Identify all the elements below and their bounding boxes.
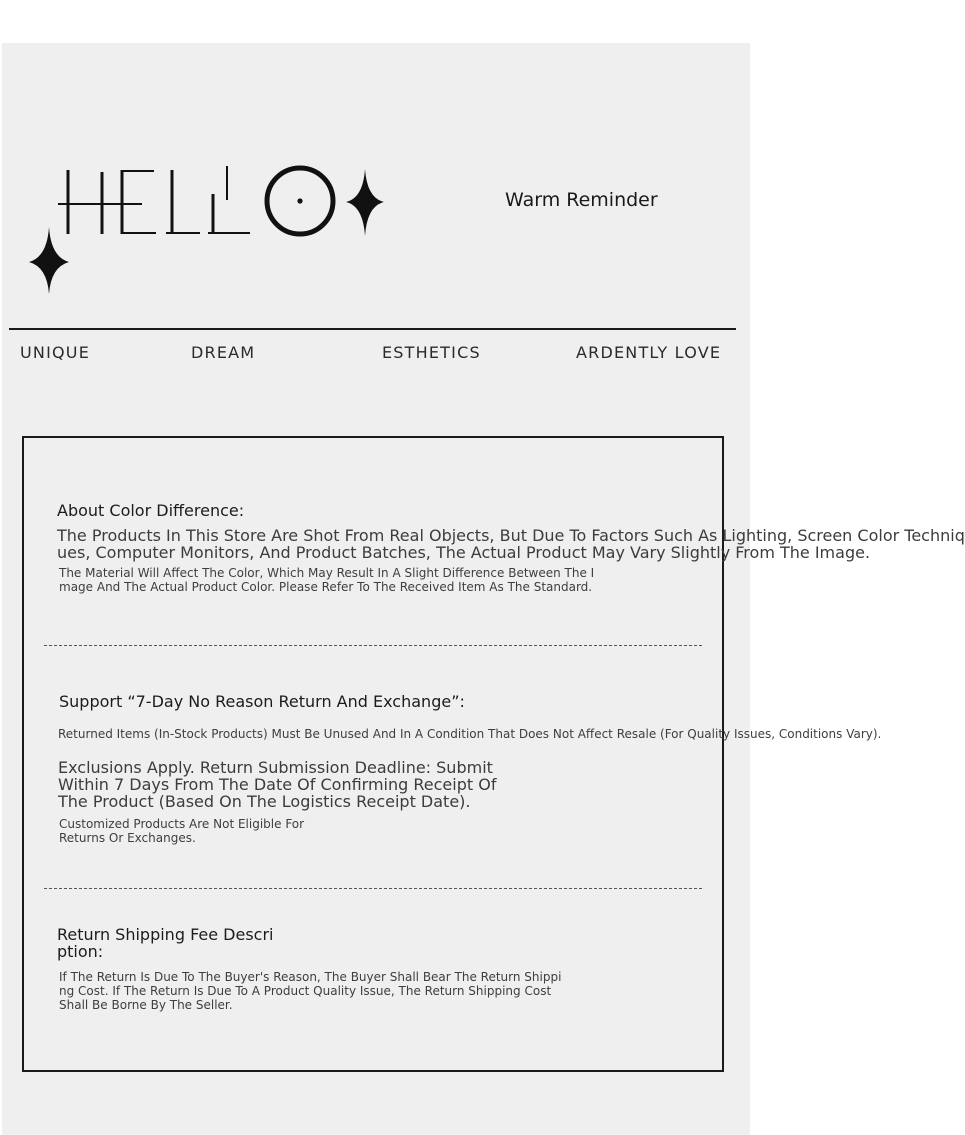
- sparkle-large-icon: [346, 169, 384, 236]
- shipping-fee-title-2: ption:: [57, 942, 104, 961]
- logo-dot: [297, 198, 302, 203]
- shipping-fee-body-1: If The Return Is Due To The Buyer's Reason, The Buyer Shall Bear The Return Shippi: [59, 970, 562, 984]
- color-difference-title: About Color Difference:: [57, 501, 245, 520]
- header-divider: [9, 328, 736, 330]
- hello-logo: [24, 160, 394, 300]
- nav-word-esthetics: ESTHETICS: [382, 343, 481, 362]
- shipping-fee-body-3: Shall Be Borne By The Seller.: [59, 998, 233, 1012]
- nav-word-ardently-love: ARDENTLY LOVE: [576, 343, 722, 362]
- return-policy-condition: Returned Items (In-Stock Products) Must Be Unused And In A Condition That Does Not Affect Resale (For Quality Issues, Conditions Vary).: [58, 727, 882, 741]
- customized-note-2: Returns Or Exchanges.: [59, 831, 196, 845]
- section-divider: [44, 645, 702, 646]
- customized-note-1: Customized Products Are Not Eligible For: [59, 817, 305, 831]
- return-policy-line-2: Within 7 Days From The Date Of Confirming Receipt Of: [58, 775, 497, 794]
- color-difference-note-1: The Material Will Affect The Color, Which May Result In A Slight Difference Between The I: [59, 566, 595, 580]
- warm-reminder-title: Warm Reminder: [505, 189, 658, 211]
- return-policy-title: Support “7-Day No Reason Return And Exchange”:: [59, 692, 465, 711]
- shipping-fee-title-1: Return Shipping Fee Descri: [57, 925, 274, 944]
- color-difference-line-2: ues, Computer Monitors, And Product Batches, The Actual Product May Vary Slightly From The Image.: [57, 543, 871, 562]
- nav-word-unique: UNIQUE: [20, 343, 91, 362]
- return-policy-line-3: The Product (Based On The Logistics Receipt Date).: [58, 792, 471, 811]
- color-difference-note-2: mage And The Actual Product Color. Please Refer To The Received Item As The Standard.: [59, 580, 593, 594]
- section-divider: [44, 888, 702, 889]
- shipping-fee-body-2: ng Cost. If The Return Is Due To A Product Quality Issue, The Return Shipping Cost: [59, 984, 552, 998]
- return-policy-line-1: Exclusions Apply. Return Submission Deadline: Submit: [58, 758, 493, 777]
- nav-word-dream: DREAM: [191, 343, 256, 362]
- sparkle-small-icon: [29, 227, 69, 294]
- color-difference-line-1: The Products In This Store Are Shot From Real Objects, But Due To Factors Such As Lighting, Screen Color Techniq: [57, 526, 965, 545]
